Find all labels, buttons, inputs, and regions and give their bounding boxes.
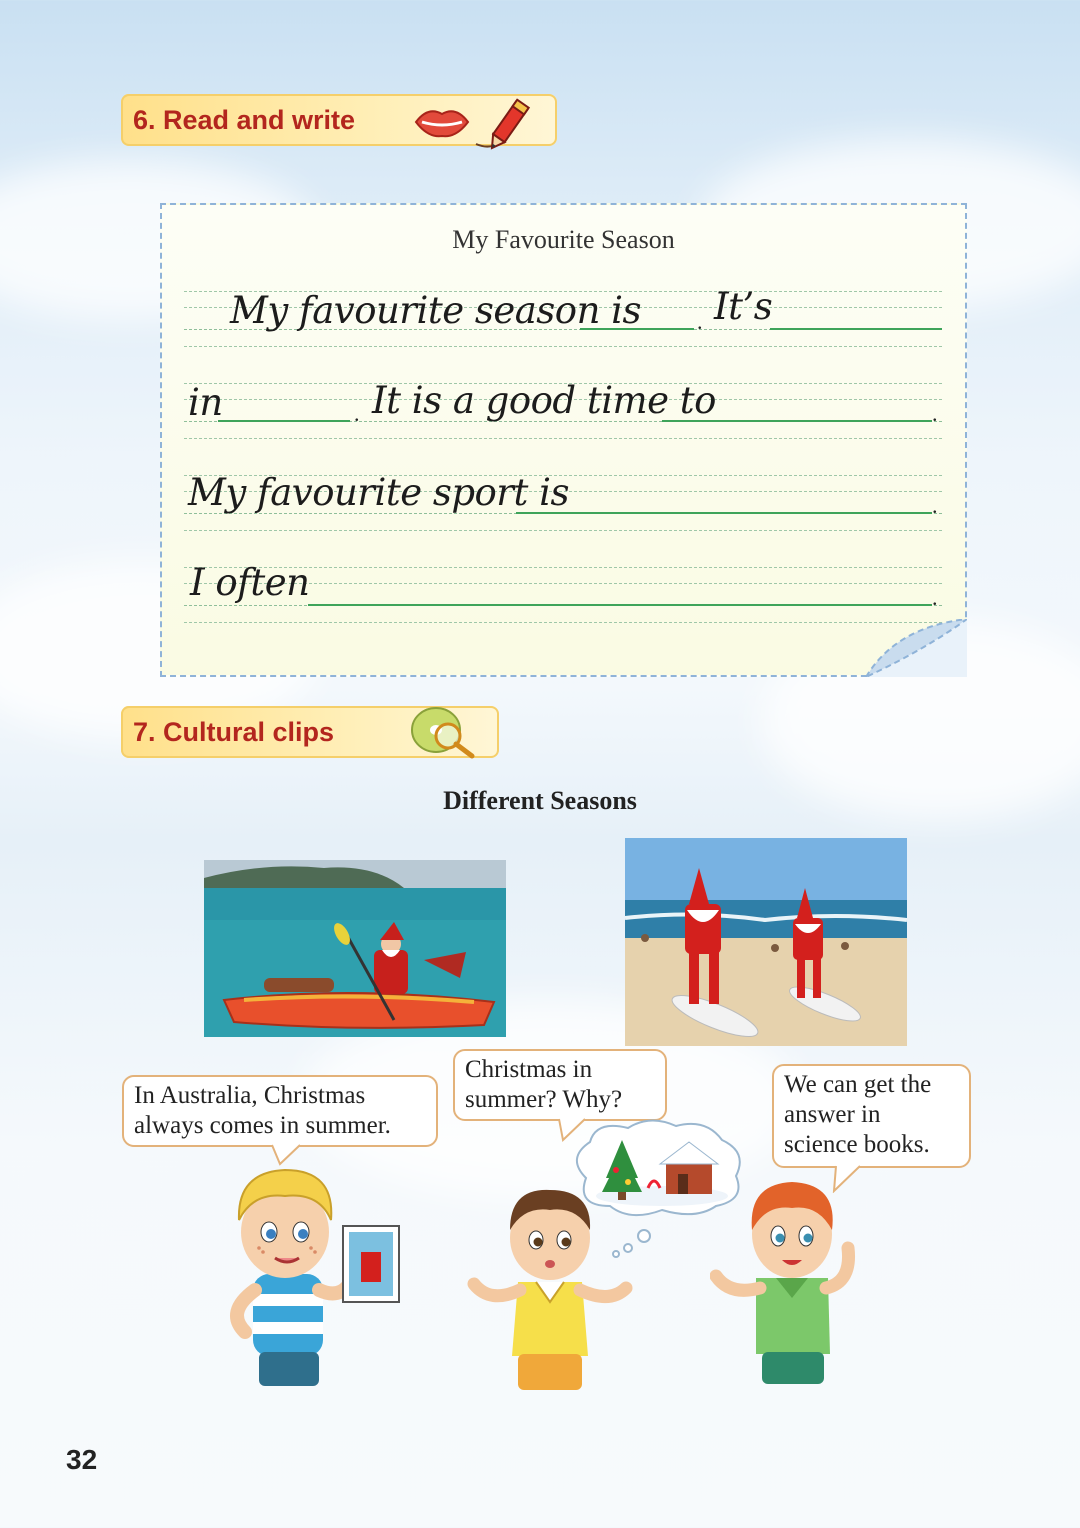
blank-often[interactable]: [308, 604, 932, 606]
bubble-left-line-1: In Australia, Christmas: [134, 1082, 366, 1109]
blank-in[interactable]: [218, 420, 350, 422]
boy-brown-illustration: [466, 1186, 634, 1396]
line-3-text: My favourite sport is: [188, 471, 569, 514]
line-4-text: I often: [190, 561, 310, 604]
photo-santa-surfing: [625, 838, 907, 1046]
bubble-left-line-2: always comes in summer.: [134, 1112, 391, 1139]
writing-line-2: in . It is a good time to .: [184, 383, 942, 431]
blank-season[interactable]: [580, 328, 694, 330]
clips-heading: Different Seasons: [443, 786, 637, 815]
photo-santa-kayak: [204, 860, 506, 1037]
bubble-middle-line-2: summer? Why?: [465, 1086, 623, 1113]
bubble-right-line-2: answer in: [784, 1101, 881, 1128]
boy-blond-illustration: [215, 1162, 410, 1394]
speech-bubble-middle: [453, 1049, 667, 1121]
speech-bubble-right: [772, 1064, 971, 1168]
bubble-right-line-1: We can get the: [784, 1071, 932, 1098]
blank-sport[interactable]: [516, 512, 932, 514]
pencil-icon: [470, 96, 540, 152]
lips-icon: [414, 104, 470, 140]
boy-red-hair-illustration: [710, 1178, 870, 1390]
blank-months[interactable]: [770, 328, 942, 330]
page-number: 32: [66, 1444, 98, 1475]
blank-good-time[interactable]: [662, 420, 932, 422]
writing-line-1: My favourite season is . It’s: [184, 291, 942, 339]
lips-icon: [537, 92, 589, 126]
line-1-text: My favourite season is: [230, 289, 641, 332]
line-2-text-2: It is a good time to: [372, 379, 716, 422]
speech-bubble-left: [122, 1075, 438, 1147]
card-title: My Favourite Season: [452, 225, 675, 254]
bubble-right-line-3: science books.: [784, 1131, 930, 1158]
section-7-title: 7. Cultural clips: [133, 716, 335, 747]
magnifier-disc-icon: [396, 704, 480, 760]
writing-line-3: My favourite sport is .: [184, 475, 942, 523]
line-2-text: in: [188, 381, 223, 424]
section-6-title: 6. Read and write: [133, 104, 356, 135]
writing-card: [160, 203, 967, 677]
writing-line-4: I often .: [184, 567, 942, 615]
page-curl: [866, 619, 967, 677]
bubble-middle-line-1: Christmas in: [465, 1056, 593, 1083]
line-1-text-2: It’s: [714, 285, 773, 328]
